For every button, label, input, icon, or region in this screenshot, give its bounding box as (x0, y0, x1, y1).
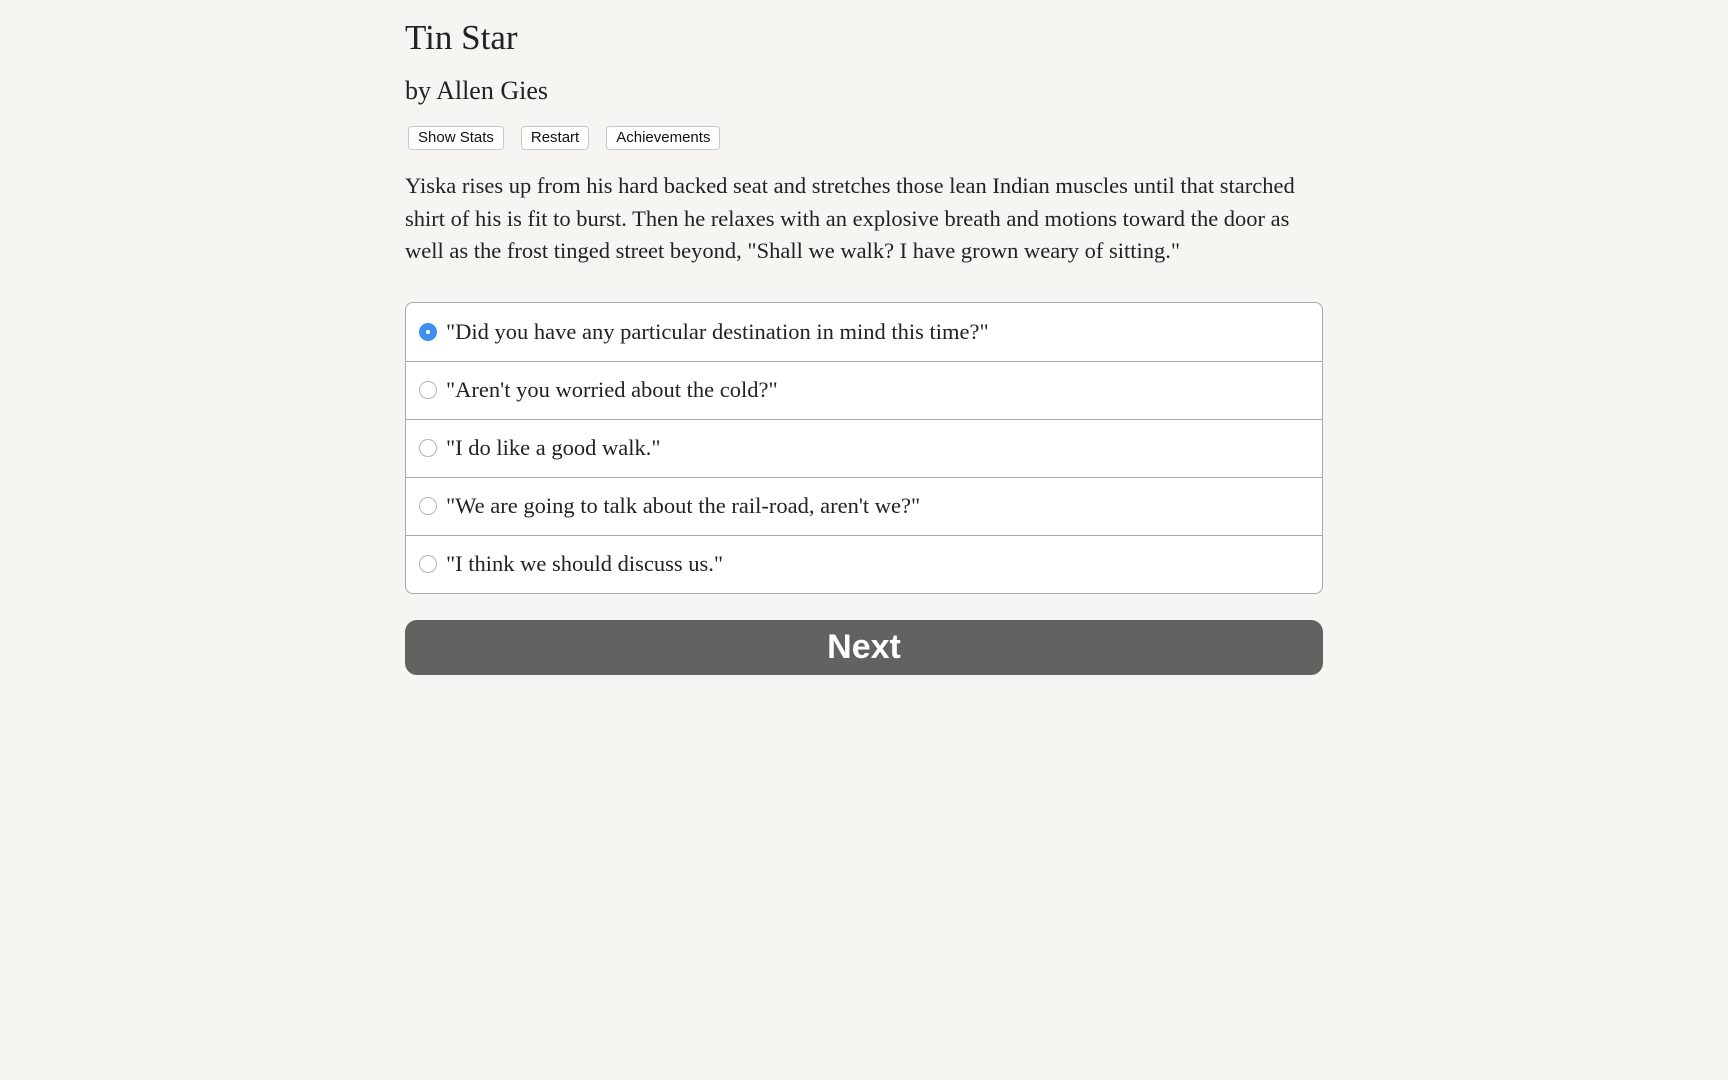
choice-option-5[interactable] (406, 535, 1322, 593)
radio-button[interactable] (419, 381, 437, 399)
restart-button[interactable]: Restart (521, 126, 589, 150)
story-passage: Yiska rises up from his hard backed seat and stretches those lean Indian muscles until that starched shirt of his is fit to burst. Then he relaxes with an explosive breath and motions toward the door as well as the frost tinged street beyond, "Shall we walk? I have grown weary of sitting." (405, 173, 1295, 263)
choice-label: "Aren't you worried about the cold?" (446, 377, 778, 402)
choice-label: "I do like a good walk." (446, 435, 661, 460)
radio-button[interactable] (419, 497, 437, 515)
choice-label: "We are going to talk about the rail-road, aren't we?" (446, 493, 921, 518)
radio-button[interactable] (419, 555, 437, 573)
choice-label: "I think we should discuss us." (446, 551, 724, 576)
radio-button-selected[interactable] (419, 323, 437, 341)
radio-button[interactable] (419, 439, 437, 457)
achievements-button[interactable]: Achievements (606, 126, 720, 150)
choice-label: "Did you have any particular destination in mind this time?" (446, 318, 989, 344)
choice-option-3[interactable] (406, 419, 1322, 477)
game-title: Tin Star (405, 18, 518, 57)
choice-option-4[interactable] (406, 477, 1322, 535)
show-stats-button[interactable]: Show Stats (408, 126, 504, 150)
choice-option-1[interactable] (406, 303, 1322, 361)
next-button[interactable]: Next (405, 620, 1323, 675)
choice-option-2[interactable] (406, 361, 1322, 419)
game-author: by Allen Gies (405, 76, 548, 105)
toolbar (405, 126, 1323, 150)
game-container (405, 0, 1323, 675)
choice-list (405, 302, 1323, 594)
